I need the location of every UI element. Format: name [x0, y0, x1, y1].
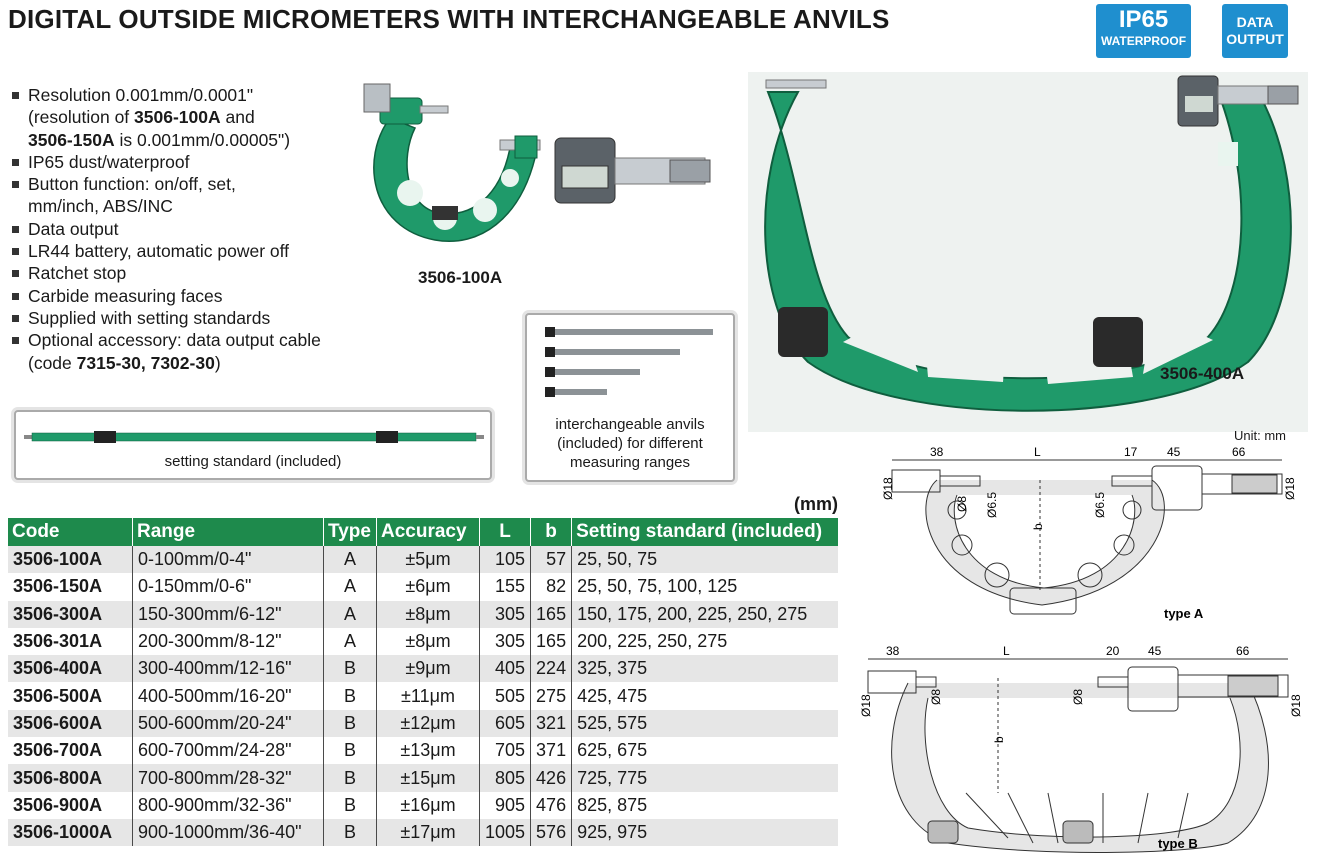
dim-b-phi18-left: Ø18: [859, 694, 873, 717]
table-unit: (mm): [794, 494, 838, 514]
dim-b-phi8-left: Ø8: [929, 688, 943, 705]
col-setting-standard: Setting standard (included): [572, 518, 839, 546]
cell-range: 900-1000mm/36-40": [133, 819, 324, 846]
code-suffix: ): [214, 352, 221, 373]
cell-type: B: [324, 737, 377, 764]
cell-l: 605: [480, 710, 531, 737]
table-row: [8, 792, 838, 819]
data-badge-line2: OUTPUT: [1226, 31, 1284, 47]
table-row: [8, 628, 838, 655]
cell-setting-standard: 925, 975: [572, 819, 839, 846]
cell-l: 155: [480, 573, 531, 600]
table-row: [8, 546, 838, 573]
feature-button-line1: Button function: on/off, set,: [28, 174, 236, 195]
feature-carbide: Carbide measuring faces: [10, 285, 321, 307]
cell-b: 224: [531, 655, 572, 682]
setting-standard-panel: [14, 410, 492, 480]
cell-code: 3506-301A: [8, 628, 133, 655]
cell-accuracy: ±11μm: [377, 682, 480, 709]
cell-range: 400-500mm/16-20": [133, 682, 324, 709]
dim-b-phi18-right: Ø18: [1289, 694, 1303, 717]
dim-b-38: 38: [886, 644, 900, 658]
cell-range: 700-800mm/28-32": [133, 764, 324, 791]
cell-b: 82: [531, 573, 572, 600]
cell-accuracy: ±13μm: [377, 737, 480, 764]
dim-a-66: 66: [1232, 445, 1246, 459]
dim-a-phi65-right: Ø6.5: [1093, 491, 1107, 518]
cell-l: 805: [480, 764, 531, 791]
cell-b: 321: [531, 710, 572, 737]
cell-accuracy: ±8μm: [377, 601, 480, 628]
cell-range: 200-300mm/8-12": [133, 628, 324, 655]
cell-type: A: [324, 573, 377, 600]
cell-code: 3506-300A: [8, 601, 133, 628]
cell-setting-standard: 625, 675: [577, 740, 648, 761]
cell-code: 3506-600A: [8, 710, 133, 737]
cell-accuracy: ±17μm: [377, 819, 480, 846]
col-l: L: [480, 518, 531, 546]
anvils-caption-line2: (included) for different: [557, 435, 703, 452]
table-row: [8, 655, 838, 682]
cell-range: 500-600mm/20-24": [133, 710, 324, 737]
data-output-badge: [1222, 4, 1288, 58]
cell-setting-standard: 525, 575: [572, 710, 839, 737]
cell-range: 0-150mm/0-6": [133, 573, 324, 600]
cell-b: 426: [531, 764, 572, 791]
data-badge-line1: DATA: [1236, 14, 1274, 30]
resolution-note-a: (resolution of: [28, 107, 135, 128]
cell-code: 3506-1000A: [8, 819, 133, 846]
dim-a-phi18-right: Ø18: [1283, 477, 1297, 500]
cell-accuracy: ±9μm: [377, 655, 480, 682]
dim-b-66: 66: [1236, 644, 1250, 658]
anvils-caption-line1: interchangeable anvils: [555, 416, 705, 433]
anvils-caption-line3: measuring ranges: [569, 454, 691, 471]
cell-range: 0-100mm/0-4": [133, 546, 324, 573]
cell-range: 600-700mm/24-28": [133, 737, 324, 764]
cell-code: 3506-150A: [8, 573, 133, 600]
dim-a-phi8: Ø8: [955, 495, 969, 512]
spec-table: [8, 518, 838, 846]
col-accuracy: Accuracy: [377, 518, 480, 546]
ip65-badge-sub: WATERPROOF: [1100, 34, 1187, 48]
dim-a-17: 17: [1124, 445, 1138, 459]
cell-accuracy: ±16μm: [377, 792, 480, 819]
cell-l: 905: [480, 792, 531, 819]
cell-accuracy: ±6μm: [377, 573, 480, 600]
feature-list: [10, 84, 321, 374]
cell-b: 165: [531, 628, 572, 655]
type-a-label: type A: [1164, 606, 1204, 621]
dim-a-b: b: [1031, 523, 1045, 530]
feature-resolution-text: Resolution 0.001mm/0.0001": [28, 85, 254, 105]
cell-b: 57: [531, 546, 572, 573]
cable-codes: 7315-30, 7302-30: [76, 352, 215, 373]
cell-b: 165: [531, 601, 572, 628]
col-type: Type: [324, 518, 377, 546]
setting-standard-rod-image: [24, 430, 484, 444]
feature-button: [10, 173, 321, 218]
cell-setting-standard: 25, 50, 75, 100, 125: [577, 576, 738, 597]
dim-a-L: L: [1034, 445, 1041, 459]
cell-type: A: [324, 546, 377, 573]
table-row: [8, 601, 838, 628]
table-row: [8, 764, 838, 791]
cell-setting-standard: 25, 50, 75: [572, 546, 839, 573]
cell-setting-standard: 150, 175, 200, 225, 250, 275: [572, 601, 839, 628]
dim-a-phi18-left: Ø18: [881, 477, 895, 500]
col-range: Range: [133, 518, 324, 546]
cell-l: 405: [480, 655, 531, 682]
anvils-caption: [527, 415, 733, 472]
setting-standard-caption: setting standard (included): [164, 453, 342, 470]
cell-l: 705: [480, 737, 531, 764]
cell-code: 3506-500A: [8, 682, 133, 709]
table-row: [8, 710, 838, 737]
table-row: [8, 737, 838, 764]
cell-b: 576: [531, 819, 572, 846]
drawing-type-b: [858, 643, 1308, 858]
page-title: DIGITAL OUTSIDE MICROMETERS WITH INTERCHANGEABLE ANVILS: [8, 4, 890, 34]
dim-b-b: b: [992, 736, 1006, 743]
table-row: [8, 573, 838, 600]
micrometer-3506-100A-image: [350, 78, 730, 258]
cell-range: 150-300mm/6-12": [133, 601, 324, 628]
dim-b-phi8-right: Ø8: [1071, 688, 1085, 705]
cell-type: B: [324, 682, 377, 709]
col-code: Code: [8, 518, 133, 546]
anvils-panel: [525, 313, 735, 482]
drawing-unit: Unit: mm: [1234, 428, 1286, 443]
resolution-code2: 3506-150A: [28, 129, 115, 150]
feature-ip65: IP65 dust/waterproof: [10, 151, 321, 173]
cell-code: 3506-800A: [8, 764, 133, 791]
cell-b: 371: [531, 737, 572, 764]
cell-b: 476: [531, 792, 572, 819]
drawing-type-a: [862, 440, 1302, 630]
cell-accuracy: ±15μm: [377, 764, 480, 791]
dim-b-45: 45: [1148, 644, 1162, 658]
cell-accuracy: ±5μm: [377, 546, 480, 573]
cell-range: 800-900mm/32-36": [133, 792, 324, 819]
dim-a-45: 45: [1167, 445, 1181, 459]
cell-setting-standard: 825, 875: [577, 794, 648, 815]
cell-l: 1005: [480, 819, 531, 846]
cell-code: 3506-700A: [8, 737, 133, 764]
cell-l: 305: [480, 601, 531, 628]
cell-accuracy: ±8μm: [377, 628, 480, 655]
ip65-badge-main: IP65: [1118, 6, 1169, 33]
cell-setting-standard: 325, 375: [572, 655, 839, 682]
anvil-rods-image: [545, 323, 715, 403]
feature-button-line2: mm/inch, ABS/INC: [28, 196, 173, 217]
feature-standards: Supplied with setting standards: [10, 307, 321, 329]
ip65-badge: [1096, 4, 1191, 58]
feature-ratchet: Ratchet stop: [10, 262, 321, 284]
cell-accuracy: ±12μm: [377, 710, 480, 737]
cell-type: A: [324, 628, 377, 655]
dim-b-20: 20: [1106, 644, 1120, 658]
code-prefix: (code: [28, 352, 77, 373]
table-header-row: [8, 518, 838, 546]
product-label-small: 3506-100A: [418, 268, 503, 287]
dim-b-L: L: [1003, 644, 1010, 658]
resolution-note-b: and: [220, 107, 255, 128]
table-row: [8, 819, 838, 846]
feature-battery: LR44 battery, automatic power off: [10, 240, 321, 262]
cell-l: 105: [480, 546, 531, 573]
cell-code: 3506-100A: [8, 546, 133, 573]
feature-optional: [10, 329, 321, 374]
cell-type: A: [324, 601, 377, 628]
cell-code: 3506-400A: [8, 655, 133, 682]
type-b-label: type B: [1158, 836, 1198, 851]
resolution-note-c: is 0.001mm/0.00005"): [114, 129, 291, 150]
feature-resolution: [10, 84, 321, 151]
cell-type: B: [324, 710, 377, 737]
table-row: [8, 682, 838, 709]
cell-l: 305: [480, 628, 531, 655]
dim-a-phi65-left: Ø6.5: [985, 491, 999, 518]
product-label-large: 3506-400A: [1160, 364, 1245, 383]
cell-type: B: [324, 792, 377, 819]
cell-type: B: [324, 655, 377, 682]
cell-setting-standard: 725, 775: [572, 764, 839, 791]
cell-range: 300-400mm/12-16": [133, 655, 324, 682]
feature-data-output: Data output: [10, 218, 321, 240]
cell-setting-standard: 425, 475: [577, 685, 648, 706]
resolution-code1: 3506-100A: [134, 107, 221, 128]
cell-type: B: [324, 819, 377, 846]
cell-code: 3506-900A: [8, 792, 133, 819]
cell-l: 505: [480, 682, 531, 709]
cell-type: B: [324, 764, 377, 791]
cell-b: 275: [531, 682, 572, 709]
col-b: b: [531, 518, 572, 546]
cell-setting-standard: 200, 225, 250, 275: [577, 631, 728, 652]
feature-optional-text: Optional accessory: data output cable: [28, 330, 321, 351]
dim-a-38: 38: [930, 445, 944, 459]
